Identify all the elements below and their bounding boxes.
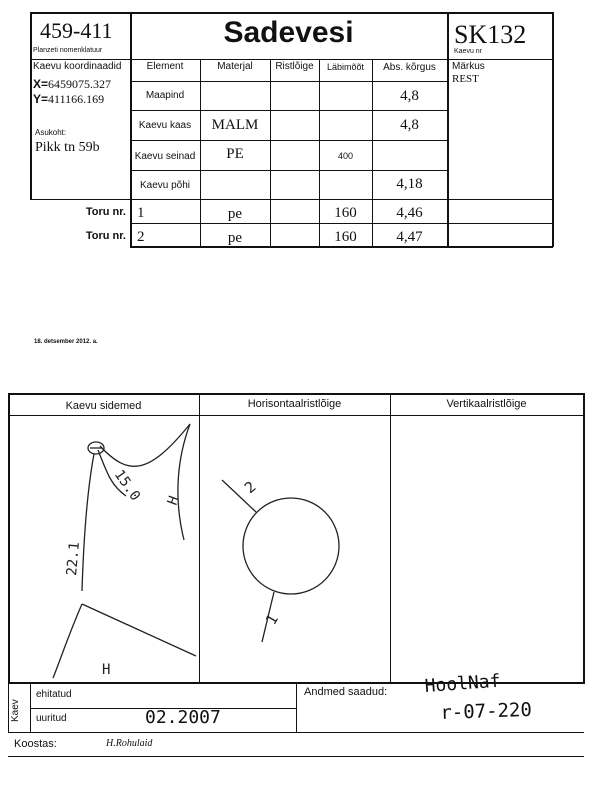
pipe-label-2: Toru nr. — [85, 230, 126, 242]
y-value: 411166.169 — [48, 92, 105, 106]
row-diameter-2: 400 — [337, 151, 354, 161]
pipe-material-1: pe — [227, 206, 243, 222]
col3-title: Vertikaalristlõige — [446, 398, 527, 410]
pipe-number-2: 2 — [137, 229, 145, 245]
x-label: X= — [33, 77, 49, 91]
x-coordinate — [33, 77, 111, 92]
author-label: Koostas: — [14, 738, 57, 750]
h-bottom-label: H — [102, 662, 111, 678]
pipe-diameter-2: 160 — [334, 229, 357, 245]
well-circle — [243, 498, 339, 594]
x-value: 6459075.327 — [48, 77, 112, 91]
remark-value: REST — [452, 73, 479, 85]
author-value: H.Rohulaid — [106, 738, 153, 749]
col2-title: Horisontaalristlõige — [247, 398, 342, 410]
side-label: Kaev — [10, 699, 21, 722]
sketch-line-c — [100, 424, 190, 466]
row-elevation-3: 4,18 — [396, 176, 423, 192]
row-elevation-1: 4,8 — [400, 117, 419, 133]
sketch-line-f — [53, 604, 82, 678]
reference-number: r-07-220 — [440, 698, 533, 724]
row-material-2: PE — [226, 146, 244, 162]
y-label: Y= — [33, 92, 49, 106]
surveyed-value: 02.2007 — [145, 707, 221, 728]
built-label: ehitatud — [36, 689, 72, 700]
sketch-line-b — [82, 454, 94, 591]
well-caption: Kaevu nr — [454, 48, 483, 55]
sketch-line-e — [82, 604, 196, 656]
h-top-label: H — [164, 493, 183, 508]
pipe-2-label: 2 — [241, 477, 260, 498]
signature: HoolNaf — [424, 670, 502, 697]
dist-22-label: 22.1 — [64, 541, 83, 577]
pipe-1-label: 1 — [261, 611, 282, 628]
dist-15-label: 15.0 — [110, 467, 144, 504]
pipe-diameter-1: 160 — [334, 205, 357, 221]
sheet-number: 459-411 — [40, 18, 113, 43]
row-element-2: Kaevu seinad — [134, 151, 196, 162]
date-note: 18. detsember 2012. a. — [34, 339, 98, 345]
location-label: Asukoht: — [35, 128, 67, 137]
y-coordinate — [33, 92, 104, 107]
col-header-material: Materjal — [217, 61, 253, 72]
pipe-elevation-1: 4,46 — [396, 205, 423, 221]
sketch-line-d — [178, 424, 190, 540]
col-header-cross: Ristlõige — [275, 61, 314, 72]
page-title: Sadevesi — [223, 16, 354, 49]
row-element-0: Maapind — [145, 90, 185, 101]
row-elevation-0: 4,8 — [400, 88, 419, 104]
col-header-elevation: Abs. kõrgus — [383, 62, 436, 73]
connections-sketch — [8, 416, 199, 682]
pipe-number-1: 1 — [137, 205, 145, 221]
pipe-elevation-2: 4,47 — [396, 229, 423, 245]
col1-title: Kaevu sidemed — [65, 400, 142, 412]
well-number: SK132 — [454, 20, 527, 49]
data-received-label: Andmed saadud: — [304, 686, 388, 698]
coords-label: Kaevu koordinaadid — [33, 61, 122, 72]
row-element-1: Kaevu kaas — [138, 120, 192, 131]
row-element-3: Kaevu põhi — [139, 180, 191, 191]
location-value: Pikk tn 59b — [35, 140, 100, 155]
horizontal-section-sketch — [200, 416, 390, 682]
surveyed-label: uuritud — [36, 713, 67, 724]
col-header-element: Element — [146, 61, 184, 72]
pipe-label-1: Toru nr. — [85, 206, 126, 218]
row-material-1: MALM — [211, 117, 259, 133]
pipe-material-2: pe — [227, 230, 243, 246]
col-header-diameter: Läbimõõt — [326, 62, 365, 72]
col-header-remark: Märkus — [452, 61, 485, 72]
sheet-caption: Planzeti nomenklatuur — [33, 47, 103, 54]
